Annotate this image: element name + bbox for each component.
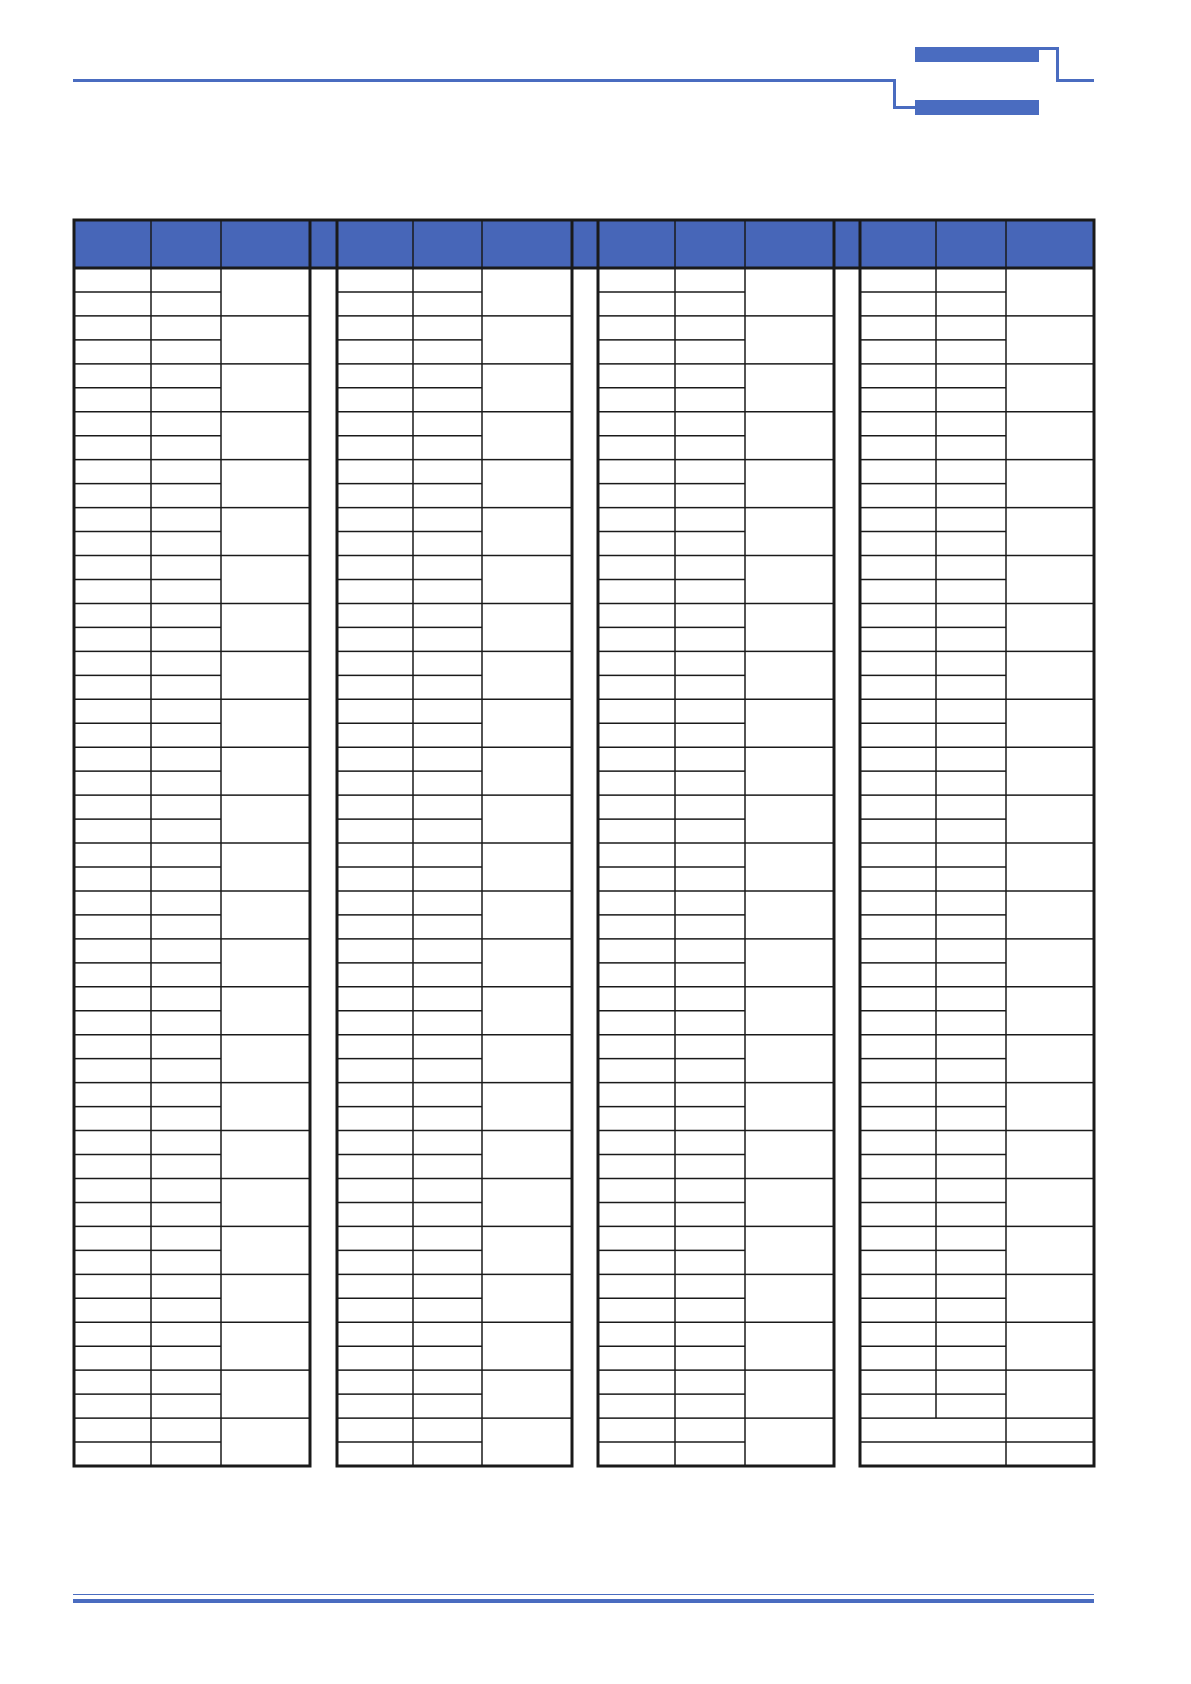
footer-rule-thin — [73, 1594, 1094, 1595]
table-header-band — [74, 220, 1094, 268]
footer-rule-thick — [73, 1599, 1094, 1603]
